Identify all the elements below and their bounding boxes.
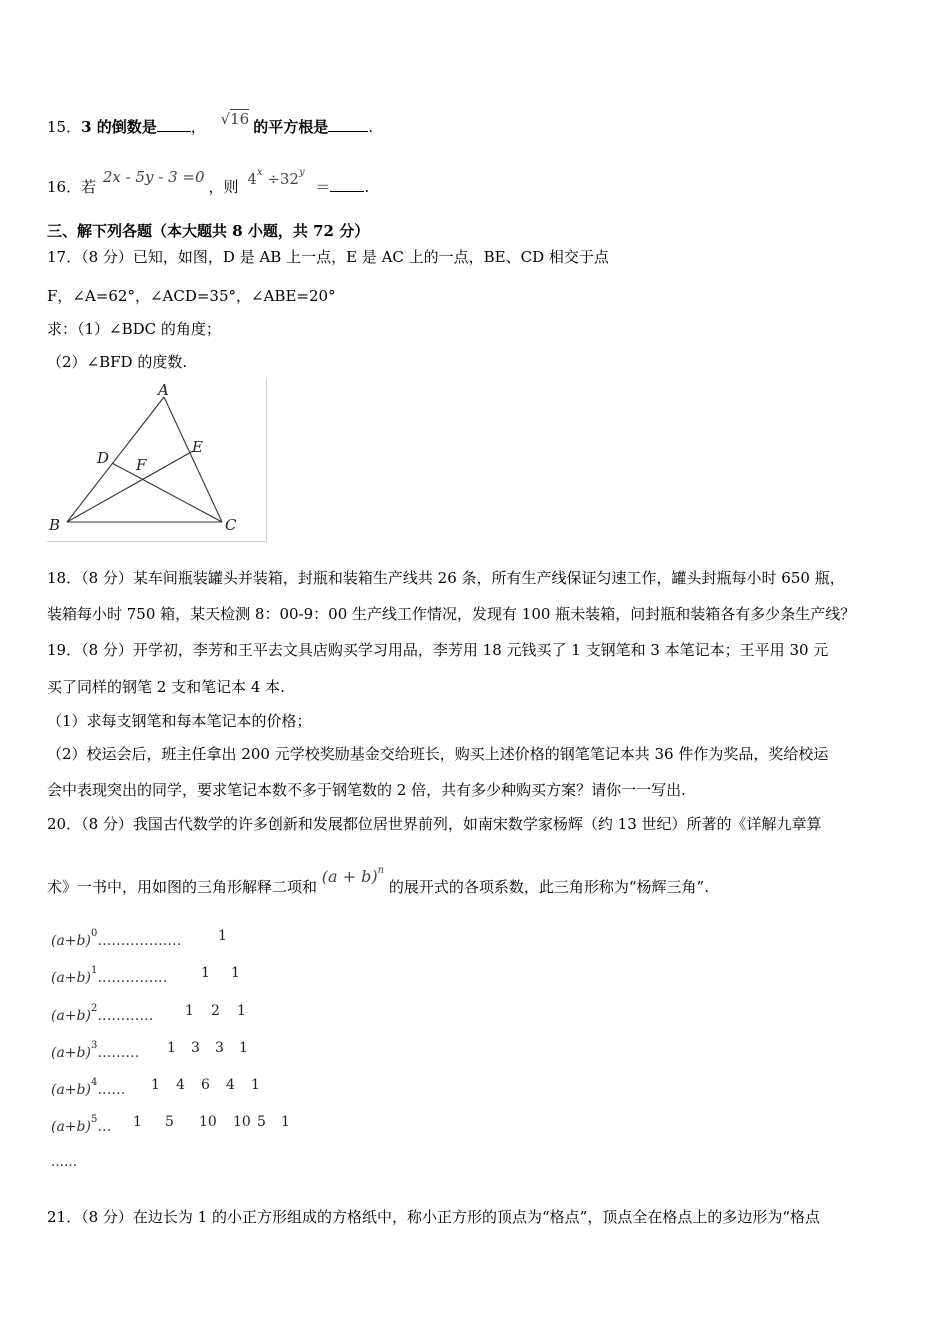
pascal-coefficient: 5 <box>165 1114 174 1130</box>
q16-base-4: 4 <box>247 170 257 188</box>
q18-line-1: 18．（8 分）某车间瓶装罐头并装箱，封瓶和装箱生产线共 26 条，所有生产线保证匀速工作，罐头封瓶每小时 650 瓶， <box>47 569 845 587</box>
section-heading: 三、解下列各题（本大题共 8 小题，共 72 分） <box>47 222 370 240</box>
pascal-dots: …………… <box>97 970 168 986</box>
q15-blank-1[interactable] <box>157 117 191 132</box>
q19-line-4: （2）校运会后，班主任拿出 200 元学校奖励基金交给班长，购买上述价格的钢笔笔记本共 36 件作为奖品，奖给校运 <box>47 745 829 763</box>
triangle-figure <box>47 379 267 542</box>
q21-line-1: 21．（8 分）在边长为 1 的小正方形组成的方格纸中，称小正方形的顶点为“格点”，顶点全在格点上的多边形为“格点 <box>47 1208 820 1226</box>
q16 <box>47 167 370 197</box>
pascal-power: 5 <box>90 1114 98 1125</box>
pascal-coefficient: 1 <box>151 1077 160 1093</box>
q20-binomial-base: (a + b) <box>321 867 378 886</box>
pascal-coefficient: 2 <box>211 1003 220 1019</box>
q19-line-1: 19．（8 分）开学初，李芳和王平去文具店购买学习用品，李芳用 18 元钱买了 1 支钢笔和 3 本笔记本；王平用 30 元 <box>47 641 829 659</box>
pascal-row-4 <box>51 1077 260 1098</box>
side-ab <box>67 397 164 522</box>
pascal-coefficient: 1 <box>251 1077 260 1093</box>
q16-expression <box>247 167 305 188</box>
sqrt-radicand: 16 <box>230 110 250 128</box>
q20-binomial <box>322 867 384 886</box>
pascal-coefficient: 10 <box>199 1114 217 1130</box>
pascal-coefficient: 10 <box>233 1114 251 1130</box>
pascal-coefficient: 1 <box>201 965 210 981</box>
q19-line-2: 买了同样的钢笔 2 支和笔记本 4 本. <box>47 678 285 696</box>
pascal-expr: (a+b) <box>51 1119 91 1135</box>
label-d: D <box>97 449 110 467</box>
pascal-coefficient: 1 <box>218 928 227 944</box>
pascal-coefficient: 1 <box>281 1114 290 1130</box>
q15-comma: ， <box>190 118 206 136</box>
q16-comma: ，则 <box>208 178 239 196</box>
pascal-coefficient: 1 <box>239 1040 248 1056</box>
q16-number: 16．若 <box>47 178 97 196</box>
pascal-coefficient: 5 <box>257 1114 266 1130</box>
label-e: E <box>192 438 203 456</box>
q17-line-2: F，∠A=62°，∠ACD=35°，∠ABE=20° <box>47 287 336 305</box>
pascal-coefficient: 4 <box>176 1077 185 1093</box>
pascal-row-2 <box>51 1003 246 1024</box>
q18-line-2: 装箱每小时 750 箱，某天检测 8：00-9：00 生产线工作情况，发现有 100 瓶未装箱，问封瓶和装箱各有多少条生产线？ <box>47 605 856 623</box>
q17-line-1: 17．（8 分）已知，如图，D 是 AB 上一点，E 是 AC 上的一点，BE、CD 相交于点 <box>47 248 609 266</box>
pascal-coefficient: 1 <box>167 1040 176 1056</box>
segment-be <box>67 451 193 522</box>
q17-line-3: 求：（1）∠BDC 的角度； <box>47 320 221 338</box>
pascal-dots: ……………… <box>97 933 182 949</box>
q15-blank-2[interactable] <box>328 117 368 132</box>
pascal-coefficient: 6 <box>201 1077 210 1093</box>
label-c: C <box>225 516 237 534</box>
pascal-power: 4 <box>90 1077 98 1088</box>
q15-end: . <box>368 118 374 136</box>
pascal-expr: (a+b) <box>51 933 91 949</box>
q16-equals: ＝ <box>315 178 331 196</box>
q20-line-2 <box>47 865 709 897</box>
pascal-expr: (a+b) <box>51 1008 91 1024</box>
label-a: A <box>158 381 169 399</box>
label-b: B <box>49 516 61 534</box>
pascal-more: …… <box>51 1155 77 1170</box>
pascal-power: 0 <box>90 928 98 939</box>
q15-number: 15． <box>47 118 82 136</box>
q20-line-1: 20．（8 分）我国古代数学的许多创新和发展都位居世界前列，如南宋数学家杨辉（约 13 世纪）所著的《详解九章算 <box>47 815 822 833</box>
pascal-expr: (a+b) <box>51 1045 91 1061</box>
side-ac <box>164 397 222 522</box>
pascal-row-0 <box>51 928 227 949</box>
pascal-row-1 <box>51 965 240 986</box>
q16-exp-y: y <box>298 167 305 178</box>
triangle-diagram <box>47 379 266 541</box>
pascal-coefficient: 1 <box>231 965 240 981</box>
pascal-coefficient: 1 <box>237 1003 246 1019</box>
pascal-coefficient: 1 <box>133 1114 142 1130</box>
q20-binomial-exp: n <box>377 865 385 876</box>
q15 <box>47 110 374 137</box>
pascal-power: 1 <box>90 965 98 976</box>
q15-text-a: 3 的倒数是 <box>81 118 157 136</box>
pascal-coefficient: 1 <box>185 1003 194 1019</box>
pascal-coefficient: 3 <box>215 1040 224 1056</box>
pascal-power: 3 <box>90 1040 98 1051</box>
pascal-power: 2 <box>90 1003 98 1014</box>
pascal-expr: (a+b) <box>51 970 91 986</box>
pascal-row-5 <box>51 1114 290 1135</box>
q19-line-5: 会中表现突出的同学，要求笔记本数不多于钢笔数的 2 倍，共有多少种购买方案？请你一一写出. <box>47 781 686 799</box>
pascal-coefficient: 3 <box>191 1040 200 1056</box>
pascal-dots: ……… <box>97 1045 140 1061</box>
q15-text-b: 的平方根是 <box>253 118 329 136</box>
q16-end: . <box>364 178 370 196</box>
q16-divide-32: ÷32 <box>267 170 299 188</box>
q20-text-a: 术》一书中，用如图的三角形解释二项和 <box>47 878 318 896</box>
q17-line-4: （2）∠BFD 的度数. <box>47 353 188 371</box>
pascal-dots: …… <box>97 1082 126 1098</box>
segment-cd <box>112 463 222 522</box>
label-f: F <box>136 456 147 474</box>
q16-exp-x: x <box>256 167 263 178</box>
q19-line-3: （1）求每支钢笔和每本笔记本的价格； <box>47 712 312 730</box>
q20-text-b: 的展开式的各项系数，此三角形称为“杨辉三角”. <box>388 878 709 896</box>
pascal-row-3 <box>51 1040 248 1061</box>
pascal-dots: … <box>97 1119 112 1135</box>
pascal-dots: ………… <box>97 1008 154 1024</box>
pascal-coefficient: 4 <box>226 1077 235 1093</box>
q16-blank[interactable] <box>330 177 364 192</box>
q16-equation: 2x - 5y - 3 =0 <box>102 168 205 186</box>
sqrt-expression: √16 <box>220 110 250 128</box>
pascal-expr: (a+b) <box>51 1082 91 1098</box>
